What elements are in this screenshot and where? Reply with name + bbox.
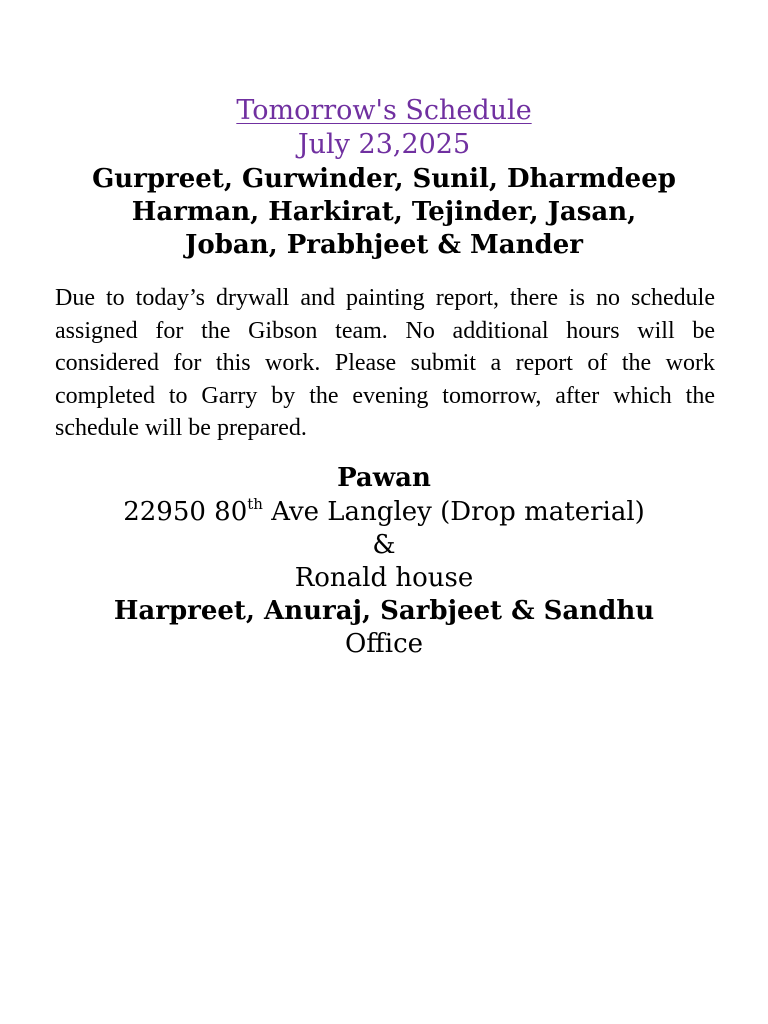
assignment-location-2: Ronald house: [294, 563, 474, 593]
team-location: Office: [344, 629, 424, 659]
document-date: July 23,2025: [297, 129, 471, 160]
address-number: 22950 80: [123, 497, 248, 527]
document-title: Tomorrow's Schedule: [236, 95, 532, 126]
assignment-address: [0, 496, 768, 529]
assignee-name: Pawan: [337, 463, 431, 493]
address-ordinal-suffix: th: [247, 495, 263, 513]
crew-line-2: Harman, Harkirat, Tejinder, Jasan,: [131, 197, 637, 227]
crew-line-3: Joban, Prabhjeet & Mander: [185, 230, 583, 260]
team-names: Harpreet, Anuraj, Sarbjeet & Sandhu: [113, 596, 655, 626]
address-rest: Ave Langley (Drop material): [262, 497, 645, 527]
crew-line-1: Gurpreet, Gurwinder, Sunil, Dharmdeep: [92, 164, 676, 194]
assignment-connector: &: [372, 530, 396, 560]
notice-paragraph: Due to today’s drywall and painting report, there is no schedule assigned for the Gibson team. No additional hours will be considered for this work. Please submit a report of the work completed to Garry by the evening tomorrow, after which the schedule will be prepared.: [55, 285, 715, 441]
